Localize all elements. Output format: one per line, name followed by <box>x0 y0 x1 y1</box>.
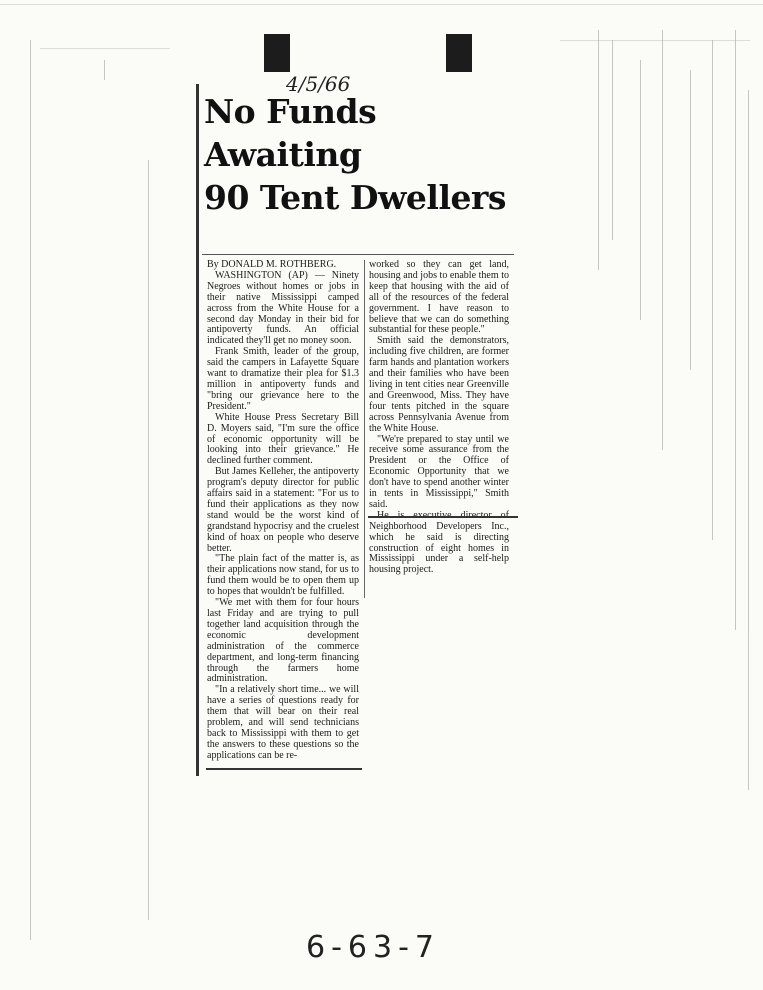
paragraph: "We're prepared to stay until we receive some assurance from the President or the Office of Economic Opportunity that we don't have to spend another winter in tents in Mississippi," Smith said. <box>369 433 509 510</box>
paragraph: But James Kelleher, the antipoverty program's deputy director for public affairs said in a statement: "For us to fund their applications as they now stand would be the worst kind of grandstand hypocrisy and the cruelest kind of hoax on people who deserve better. <box>207 466 359 554</box>
paragraph: White House Press Secretary Bill D. Moyers said, "I'm sure the office of economic opportunity will be looking into their grievance." He declined further comment. <box>207 411 359 467</box>
article-column-right <box>369 260 509 576</box>
paragraph: Neighborhood Developers Inc., which he said is directing construction of eight homes in Mississippi under a self-help housing project. <box>369 520 509 576</box>
headline-line-2: 90 Tent Dwellers <box>204 178 506 217</box>
file-number-annotation: 6-63-7 <box>306 930 440 965</box>
paragraph: "We met with them for four hours last Friday and are trying to pull together land acquisition through the economic development administration of the commerce department, and long-term financing through the farmers home administration. <box>207 597 359 685</box>
byline: By DONALD M. ROTHBERG. <box>207 259 337 270</box>
paragraph: Smith said the demonstrators, including five children, are former farm hands and plantation workers and their families who have been living in tent cities near Greenville and Greenwood, Miss. They have four tents pitched in the square across Pennsylvania Avenue from the White House. <box>369 335 509 434</box>
column-divider <box>364 260 365 598</box>
paragraph: worked so they can get land, housing and jobs to enable them to keep that housing with the aid of all of the resources of the federal government. I have reason to believe that we can do something substantial for these people." <box>369 259 509 336</box>
binder-clip-right <box>446 34 472 72</box>
paragraph: Frank Smith, leader of the group, said the campers in Lafayette Square want to dramatize their plea for $1.3 million in antipoverty funds and "bring our grievance here to the President." <box>207 346 359 412</box>
paragraph: "The plain fact of the matter is, as their applications now stand, for us to fund them would be to open them up to hopes that wouldn't be fulfilled. <box>207 553 359 598</box>
headline-rule <box>202 254 514 255</box>
date-annotation: 4/5/66 <box>286 72 351 96</box>
right-column-end-rule <box>368 516 518 518</box>
clipping-left-edge <box>196 84 199 776</box>
headline <box>204 90 514 219</box>
paragraph: WASHINGTON (AP) — Ninety Negroes without homes or jobs in their native Mississippi camped across from the White House for a second day Monday in their bid for antipoverty funds. An official indicated they'll get no money soon. <box>207 269 359 347</box>
paragraph: "In a relatively short time... we will have a series of questions ready for them that will bear on their real problem, and will send technicians back to Mississippi with them to get the answers to these questions so the applications can be re- <box>207 684 359 761</box>
newspaper-clipping <box>196 84 522 776</box>
article-column-left <box>207 260 359 762</box>
left-column-end-rule <box>206 768 362 770</box>
binder-clip-left <box>264 34 290 72</box>
headline-line-1: No Funds Awaiting <box>204 92 377 174</box>
